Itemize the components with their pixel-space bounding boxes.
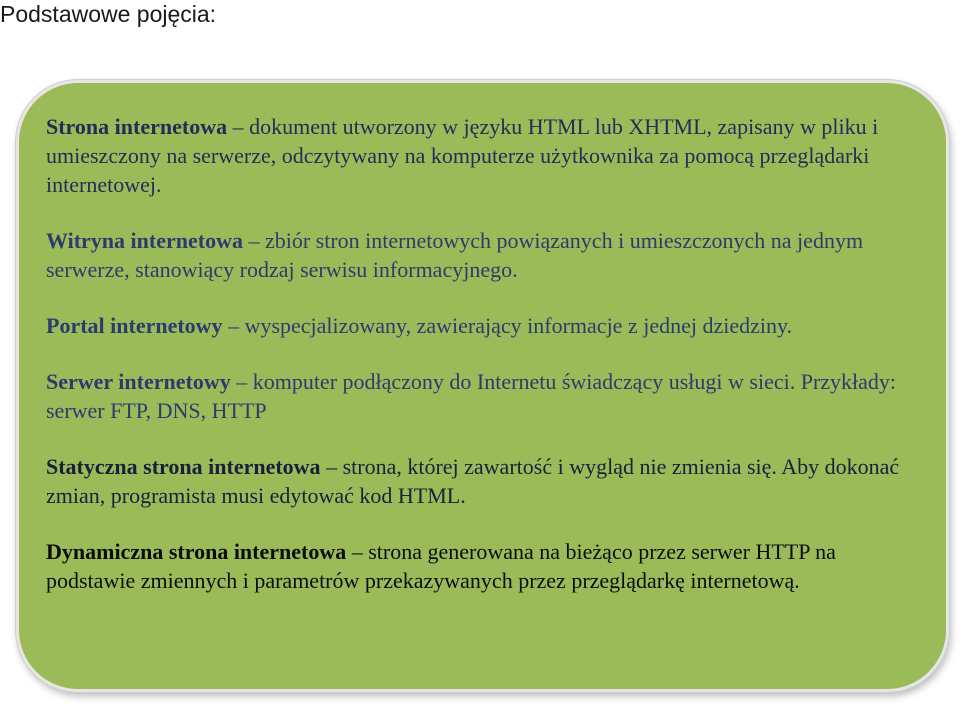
definition-strona-internetowa	[46, 112, 926, 199]
slide-title: Podstawowe pojęcia:	[0, 1, 217, 27]
definition-text: – wyspecjalizowany, zawierający informacje z jednej dziedziny.	[222, 313, 793, 338]
definition-text: – dokument utworzony w języku HTML lub XHTML, zapisany w pliku i umieszczony na serwerze, odczytywany na komputerze użytkownika za pomocą przeglądarki internetowej.	[46, 114, 879, 197]
definition-term: Portal internetowy	[46, 313, 223, 338]
definition-witryna-internetowa	[46, 226, 926, 284]
definition-term: Strona internetowa	[46, 114, 228, 139]
definition-term: Dynamiczna strona internetowa	[46, 539, 347, 564]
definition-text: – zbiór stron internetowych powiązanych i umieszczonych na jednym serwerze, stanowiący rodzaj serwisu informacyjnego.	[46, 228, 864, 282]
definition-statyczna-strona	[46, 452, 926, 510]
definition-text: – strona, której zawartość i wygląd nie zmienia się. Aby dokonać zmian, programista musi edytować kod HTML.	[46, 454, 900, 508]
definition-term: Serwer internetowy	[46, 369, 231, 394]
definition-term: Statyczna strona internetowa	[46, 454, 321, 479]
definition-serwer-internetowy	[46, 367, 926, 425]
definition-text: – strona generowana na bieżąco przez serwer HTTP na podstawie zmiennych i parametrów przekazywanych przez przeglądarkę internetową.	[46, 539, 836, 593]
definitions-list	[46, 112, 926, 622]
definition-term: Witryna internetowa	[46, 228, 243, 253]
definition-portal-internetowy	[46, 311, 926, 340]
definition-text: – komputer podłączony do Internetu świadczący usługi w sieci. Przykłady: serwer FTP, DNS, HTTP	[46, 369, 897, 423]
definition-dynamiczna-strona	[46, 537, 926, 595]
